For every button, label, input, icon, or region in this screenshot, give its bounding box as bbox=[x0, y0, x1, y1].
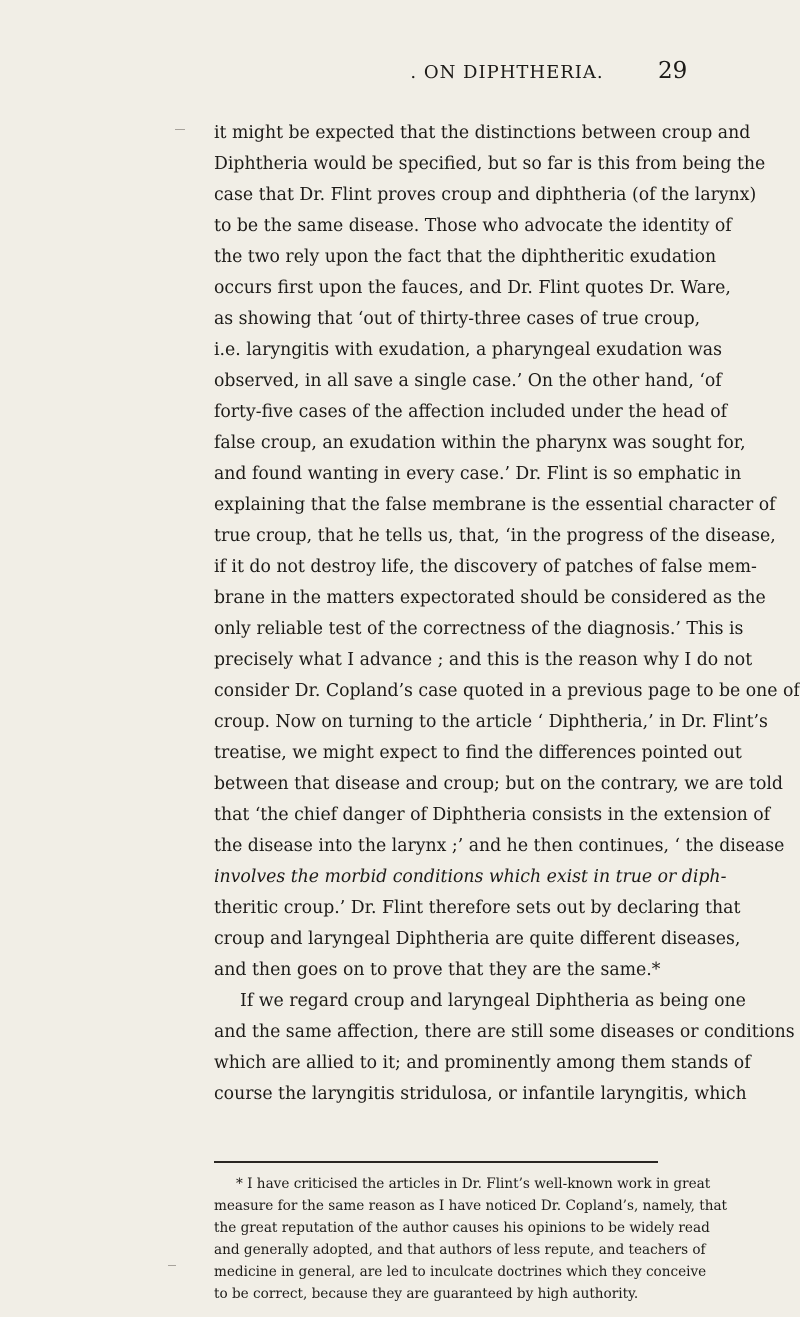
text-line: that ‘the chief danger of Diphtheria consists in the extension of bbox=[214, 805, 771, 825]
text-line: croup and laryngeal Diphtheria are quite different diseases, bbox=[214, 929, 741, 949]
text-line: If we regard croup and laryngeal Diphtheria as being one bbox=[240, 991, 746, 1011]
text-line: course the laryngitis stridulosa, or infantile laryngitis, which bbox=[214, 1084, 747, 1104]
text-line: Diphtheria would be specified, but so far is this from being the bbox=[214, 154, 766, 174]
margin-mark bbox=[175, 129, 185, 130]
footnote-line: measure for the same reason as I have noticed Dr. Copland’s, namely, that bbox=[214, 1198, 728, 1214]
text-line: explaining that the false membrane is the essential character of bbox=[214, 495, 776, 515]
body-text bbox=[214, 118, 800, 1110]
text-line: involves the morbid conditions which exist in true or diph- bbox=[214, 867, 727, 887]
text-line: the disease into the larynx ;’ and he then continues, ‘ the disease bbox=[214, 836, 785, 856]
running-head-title: . ON DIPHTHERIA. bbox=[410, 62, 604, 83]
text-line: if it do not destroy life, the discovery of patches of false mem- bbox=[214, 557, 757, 577]
footnote-rule bbox=[214, 1161, 658, 1163]
text-line: occurs first upon the fauces, and Dr. Flint quotes Dr. Ware, bbox=[214, 278, 731, 298]
footnote-line: * I have criticised the articles in Dr. Flint’s well-known work in great bbox=[236, 1176, 711, 1192]
text-line: which are allied to it; and prominently among them stands of bbox=[214, 1053, 751, 1073]
text-line: brane in the matters expectorated should be considered as the bbox=[214, 588, 766, 608]
running-head bbox=[0, 58, 800, 92]
margin-mark bbox=[168, 1265, 176, 1266]
text-line: and then goes on to prove that they are the same.* bbox=[214, 960, 661, 980]
text-line: to be the same disease. Those who advocate the identity of bbox=[214, 216, 732, 236]
text-line: consider Dr. Copland’s case quoted in a previous page to be one of bbox=[214, 681, 800, 701]
text-line: forty-five cases of the affection included under the head of bbox=[214, 402, 728, 422]
text-line: case that Dr. Flint proves croup and diphtheria (of the larynx) bbox=[214, 185, 757, 205]
footnote-line: and generally adopted, and that authors of less repute, and teachers of bbox=[214, 1242, 706, 1258]
text-line: i.e. laryngitis with exudation, a pharyngeal exudation was bbox=[214, 340, 722, 360]
text-line: false croup, an exudation within the pharynx was sought for, bbox=[214, 433, 746, 453]
text-line: the two rely upon the fact that the diphtheritic exudation bbox=[214, 247, 717, 267]
footnote-line: the great reputation of the author causes his opinions to be widely read bbox=[214, 1220, 710, 1236]
text-line: theritic croup.’ Dr. Flint therefore sets out by declaring that bbox=[214, 898, 741, 918]
text-line: treatise, we might expect to find the differences pointed out bbox=[214, 743, 742, 763]
footnote bbox=[214, 1173, 728, 1305]
text-line: only reliable test of the correctness of the diagnosis.’ This is bbox=[214, 619, 744, 639]
text-line: it might be expected that the distinctions between croup and bbox=[214, 123, 751, 143]
text-line: true croup, that he tells us, that, ‘in the progress of the disease, bbox=[214, 526, 776, 546]
text-line: and found wanting in every case.’ Dr. Flint is so emphatic in bbox=[214, 464, 742, 484]
footnote-line: to be correct, because they are guaranteed by high authority. bbox=[214, 1286, 639, 1302]
text-line: precisely what I advance ; and this is the reason why I do not bbox=[214, 650, 753, 670]
footnote-line: medicine in general, are led to inculcate doctrines which they conceive bbox=[214, 1264, 707, 1280]
page-number: 29 bbox=[658, 58, 688, 84]
text-line: observed, in all save a single case.’ On the other hand, ‘of bbox=[214, 371, 722, 391]
text-line: between that disease and croup; but on the contrary, we are told bbox=[214, 774, 783, 794]
text-line: and the same affection, there are still some diseases or conditions bbox=[214, 1022, 795, 1042]
text-line: as showing that ‘out of thirty-three cases of true croup, bbox=[214, 309, 701, 329]
text-line: croup. Now on turning to the article ‘ Diphtheria,’ in Dr. Flint’s bbox=[214, 712, 768, 732]
